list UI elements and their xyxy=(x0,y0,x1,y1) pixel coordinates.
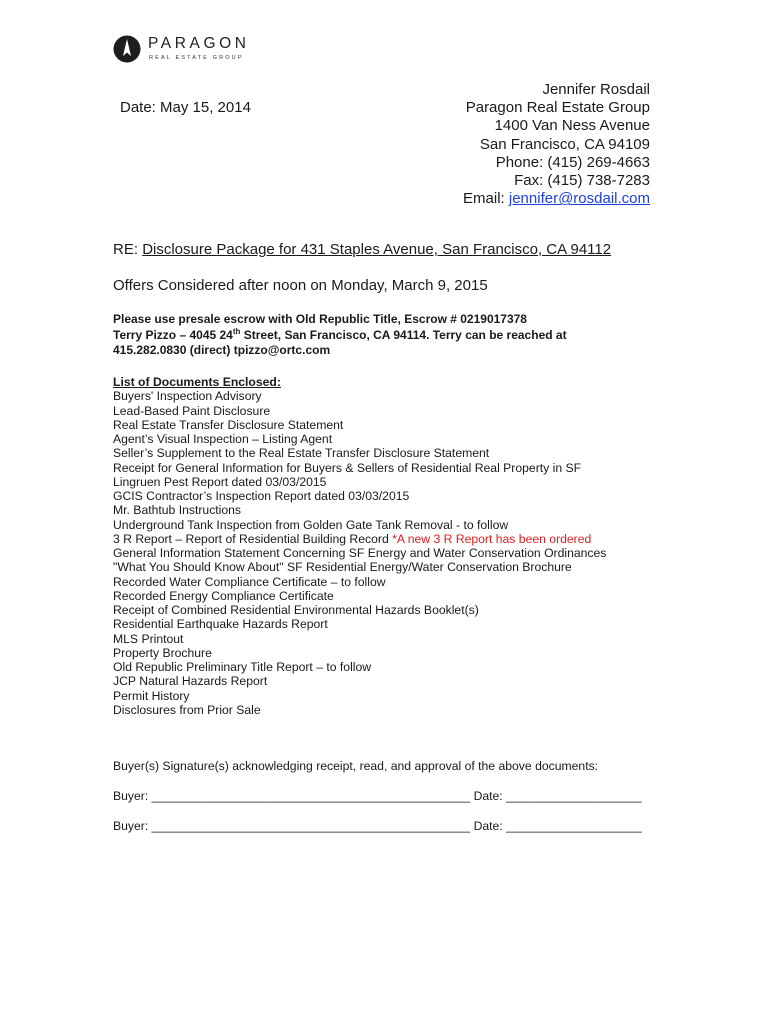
re-line xyxy=(113,241,611,258)
sender-phone: Phone: (415) 269-4663 xyxy=(495,153,650,171)
sender-name: Jennifer Rosdail xyxy=(542,81,650,98)
sender-email-label: Email: xyxy=(463,190,509,208)
list-item: Residential Earthquake Hazards Report xyxy=(113,617,328,632)
list-item: Recorded Energy Compliance Certificate xyxy=(113,588,334,603)
list-item: Receipt of Combined Residential Environmental Hazards Booklet(s) xyxy=(113,603,479,617)
list-item: Old Republic Preliminary Title Report – to follow xyxy=(113,660,372,674)
re-prefix: RE: xyxy=(113,241,143,258)
paragon-compass-logo-icon xyxy=(112,34,142,64)
sender-fax: Fax: (415) 738-7283 xyxy=(514,172,650,190)
buyer-signature-line-1[interactable]: Buyer: _______________________________________________ Date: ____________________ xyxy=(113,789,642,803)
company-name: PARAGON xyxy=(148,35,250,52)
escrow-line-2: Terry Pizzo – 4045 24th Street, San Francisco, CA 94114. Terry can be reached at xyxy=(113,326,567,342)
list-item: Underground Tank Inspection from Golden Gate Tank Removal - to follow xyxy=(113,517,509,532)
sender-block xyxy=(463,81,650,208)
list-item: Recorded Water Compliance Certificate – to follow xyxy=(113,574,386,589)
company-logo xyxy=(112,34,262,66)
re-subject: Disclosure Package for 431 Staples Avenue, San Francisco, CA 94112 xyxy=(142,241,612,258)
acknowledgement-text: Buyer(s) Signature(s) acknowledging receipt, read, and approval of the above documents: xyxy=(113,759,599,773)
list-item: Agent’s Visual Inspection – Listing Agent xyxy=(113,432,333,446)
list-item: Real Estate Transfer Disclosure Statement xyxy=(113,417,344,432)
list-item: MLS Printout xyxy=(113,631,184,646)
escrow-instructions xyxy=(113,312,653,359)
letter-date: Date: May 15, 2014 xyxy=(120,99,251,116)
list-item: JCP Natural Hazards Report xyxy=(113,674,268,689)
list-item: Seller’s Supplement to the Real Estate Transfer Disclosure Statement xyxy=(113,446,490,461)
sender-email-line xyxy=(463,190,650,208)
list-item: Permit History xyxy=(113,688,190,703)
documents-list xyxy=(113,375,606,717)
list-item: Receipt for General Information for Buyers & Sellers of Residential Real Property in SF xyxy=(113,460,582,475)
sender-street: 1400 Van Ness Avenue xyxy=(494,117,650,135)
escrow-line-3: 415.282.0830 (direct) tpizzo@ortc.com xyxy=(113,343,331,357)
list-item: "What You Should Know About" SF Residential Energy/Water Conservation Brochure xyxy=(113,560,572,575)
escrow-line-1: Please use presale escrow with Old Republic Title, Escrow # 0219017378 xyxy=(113,312,527,326)
list-item: General Information Statement Concerning SF Energy and Water Conservation Ordinances xyxy=(113,546,607,560)
list-item: Lingruen Pest Report dated 03/03/2015 xyxy=(113,474,327,489)
documents-heading: List of Documents Enclosed: xyxy=(113,375,281,389)
offers-line: Offers Considered after noon on Monday, March 9, 2015 xyxy=(113,277,488,294)
list-item: Buyers' Inspection Advisory xyxy=(113,389,262,404)
buyer-signature-line-2[interactable]: Buyer: _______________________________________________ Date: ____________________ xyxy=(113,819,642,833)
list-item: GCIS Contractor’s Inspection Report dated 03/03/2015 xyxy=(113,489,410,503)
list-item: 3 R Report – Report of Residential Building Record *A new 3 R Report has been ordered xyxy=(113,531,592,546)
list-item: Disclosures from Prior Sale xyxy=(113,702,261,717)
sender-city: San Francisco, CA 94109 xyxy=(479,135,650,153)
list-item: Property Brochure xyxy=(113,645,212,660)
list-item: Mr. Bathtub Instructions xyxy=(113,503,242,518)
new-report-note: *A new 3 R Report has been ordered xyxy=(392,531,592,546)
sender-email-link[interactable]: jennifer@rosdail.com xyxy=(508,190,650,208)
sender-company: Paragon Real Estate Group xyxy=(465,99,650,117)
company-tagline: REAL ESTATE GROUP xyxy=(149,55,244,61)
list-item: Lead-Based Paint Disclosure xyxy=(113,403,271,418)
